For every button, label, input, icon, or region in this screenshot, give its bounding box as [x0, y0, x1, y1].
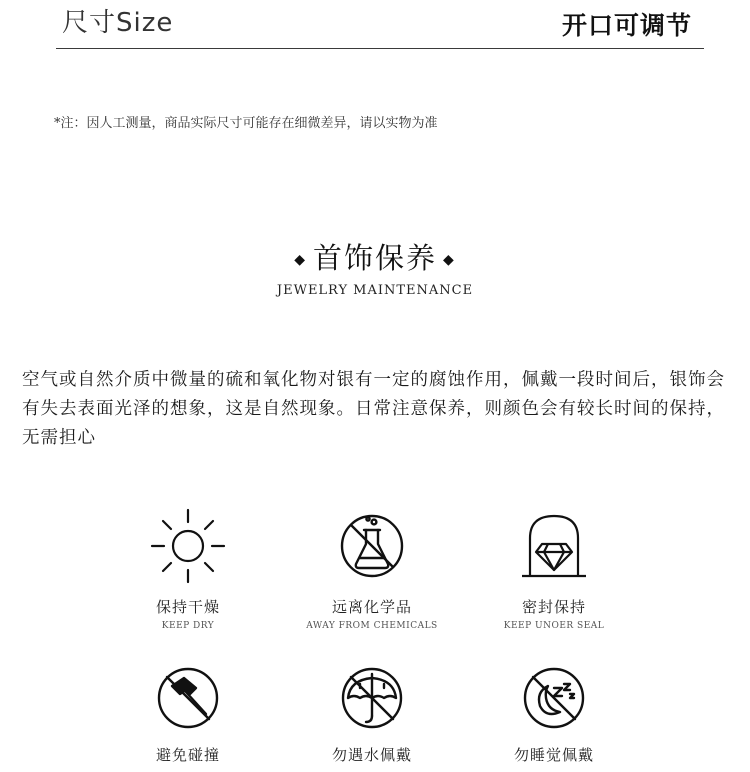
- no-umbrella-icon: [332, 664, 412, 732]
- sealed-diamond-icon: [514, 508, 594, 584]
- care-title: 避免碰撞: [155, 746, 220, 764]
- size-label: 尺寸Size: [62, 8, 174, 38]
- sun-icon: [148, 508, 228, 584]
- care-subtitle: AWAY FROM CHEMICALS: [306, 621, 438, 631]
- care-subtitle: KEEP DRY: [161, 621, 215, 631]
- care-item-keep-dry: [88, 508, 288, 631]
- care-item-no-chemicals: [272, 508, 472, 631]
- care-item-avoid-impact: [88, 664, 288, 765]
- adjustable-label: 开口可调节: [561, 11, 692, 40]
- title-dot-left: ◆: [294, 252, 307, 268]
- section-title: [0, 236, 750, 277]
- care-title: 密封保持: [521, 598, 586, 616]
- section-title-text: 首饰保养: [312, 241, 437, 275]
- no-sleep-icon: [514, 664, 594, 732]
- care-item-no-water: [272, 664, 472, 765]
- care-title: 勿遇水佩戴: [331, 746, 412, 764]
- care-title: 远离化学品: [331, 598, 412, 616]
- no-chemicals-icon: [332, 508, 412, 584]
- care-title: 勿睡觉佩戴: [513, 746, 594, 764]
- care-item-keep-sealed: [454, 508, 654, 631]
- section-subtitle: JEWELRY MAINTENANCE: [276, 283, 474, 298]
- title-dot-right: ◆: [443, 252, 456, 268]
- size-header: [56, 0, 704, 49]
- care-subtitle: KEEP UNOER SEAL: [503, 621, 605, 631]
- care-title: 保持干燥: [155, 598, 220, 616]
- no-hammer-icon: [148, 664, 228, 732]
- measurement-note: *注：因人工测量，商品实际尺寸可能存在细微差异，请以实物为准: [54, 116, 438, 131]
- maintenance-description: 空气或自然介质中微量的硫和氧化物对银有一定的腐蚀作用，佩戴一段时间后，银饰会有失去表面光泽的想象，这是自然现象。日常注意保养，则颜色会有较长时间的保持，无需担心: [22, 370, 725, 448]
- care-item-no-sleep: [454, 664, 654, 765]
